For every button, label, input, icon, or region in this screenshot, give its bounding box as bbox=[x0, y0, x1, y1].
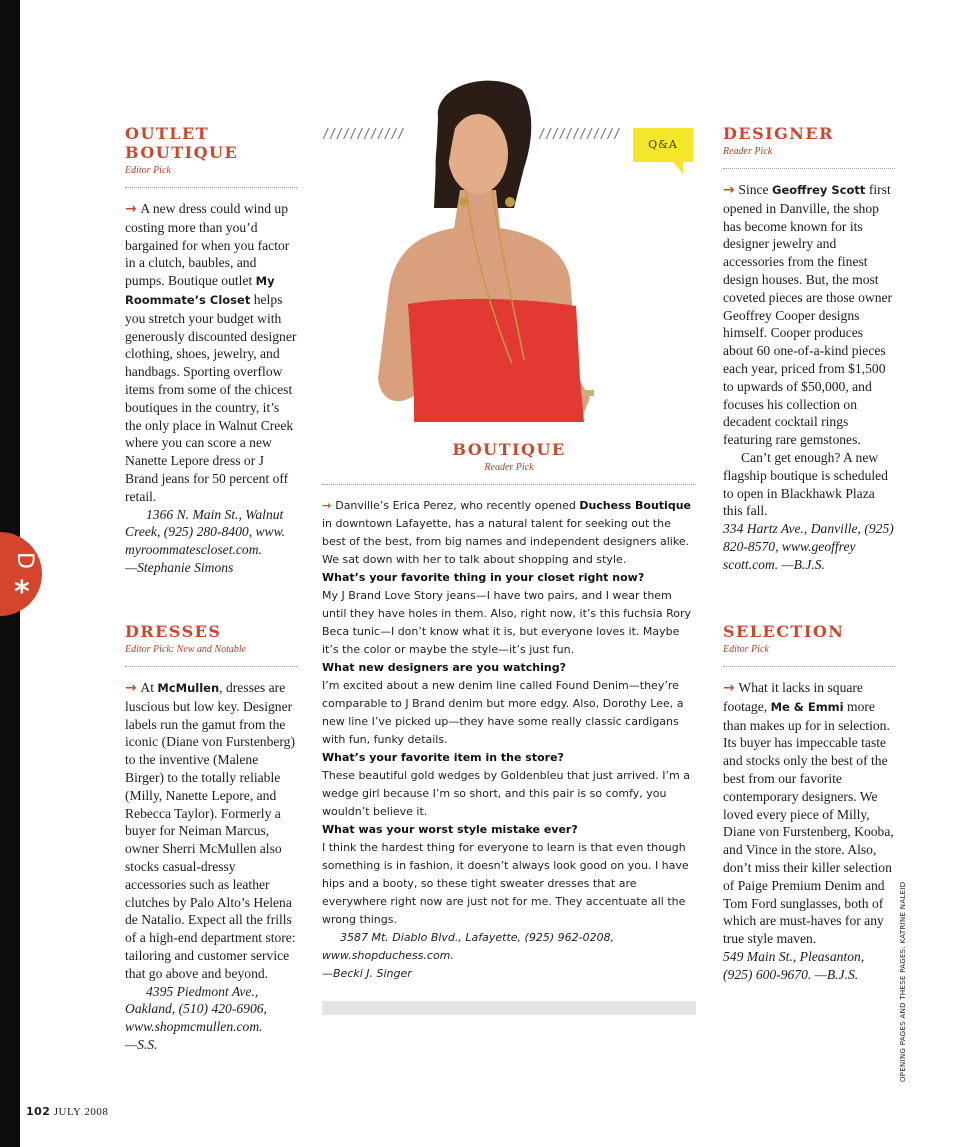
boutique-pick: Reader Pick bbox=[484, 462, 534, 473]
selection-pick: Editor Pick bbox=[723, 644, 769, 655]
answer: My J Brand Love Story jeans—I have two pairs, and I wear them until they have holes in them. Also, right now, it’s this fuchsia Rory Beca tunic—I don’t know what it is, but everyone loves it. Maybe it’s the color or maybe the style—it’s just fun. bbox=[322, 589, 691, 656]
decorative-slashes-left: //////////// bbox=[322, 127, 404, 142]
boutique-address: 3587 Mt. Diablo Blvd., Lafayette, (925) 962-0208, www.shopduchess.com. bbox=[322, 931, 615, 962]
arrow-icon: → bbox=[723, 182, 735, 198]
designer-pick: Reader Pick bbox=[723, 146, 773, 157]
designer-title: DESIGNER bbox=[723, 124, 834, 143]
arrow-icon: → bbox=[723, 680, 735, 696]
dresses-body: → At McMullen, dresses are luscious but low key. Designer labels run the gamut from the iconic (Diane von Furstenberg) to the inventive (Malene Birger) to the totally reliable (Milly, Nanette Lepore, and Rebecca Taylor). Formerly a buyer for Neiman Marcus, owner Sherri McMullen also stocks casual-dressy accessories such as leather clutches by Palo Alto’s Helena de Natalio. Expect all the frills of a high-end department store: tailoring and customer service that go above and beyond. 4395 Piedmont Ave., Oakland, (510) 420-6906, www.shopmcmullen.com. —S.S. bbox=[125, 680, 296, 1052]
dresses-signature: —S.S. bbox=[125, 1036, 158, 1052]
divider bbox=[723, 168, 895, 169]
outlet-signature: —Stephanie Simons bbox=[125, 559, 234, 575]
outlet-pick: Editor Pick bbox=[125, 165, 171, 176]
issue-date: JULY 2008 bbox=[53, 1106, 109, 1118]
outlet-title: OUTLET BOUTIQUE bbox=[125, 124, 239, 162]
boutique-body bbox=[322, 497, 696, 983]
designer-signature: —B.J.S. bbox=[781, 556, 825, 572]
boutique-article bbox=[322, 440, 696, 1015]
store-name: Me & Emmi bbox=[770, 699, 844, 714]
question: What’s your favorite thing in your closet right now? bbox=[322, 571, 645, 584]
boutique-signature: —Becki J. Singer bbox=[322, 967, 412, 980]
dresses-address: 4395 Piedmont Ave., Oakland, (510) 420-6906, www.shopmcmullen.com. bbox=[125, 983, 267, 1035]
designer-body: → Since Geoffrey Scott first opened in Danville, the shop has become known for its designer jewelry and accessories from the finest design houses. But, the most coveted pieces are those owner Geoffrey Cooper designs himself. Cooper produces about 60 one-of-a-kind pieces each year, priced from $1,500 to upwards of $50,000, and focuses his collection on decadent cocktail rings featuring rare gemstones. Can’t get enough? A new flagship boutique is scheduled to open in Blackhawk Plaza this fall. 334 Hartz Ave., Danville, (925) 820-8570, www.geoffrey scott.com. —B.J.S. bbox=[723, 182, 894, 572]
store-name: McMullen bbox=[157, 681, 220, 695]
question: What new designers are you watching? bbox=[322, 661, 566, 674]
selection-title: SELECTION bbox=[723, 622, 845, 641]
designer-address: 334 Hartz Ave., Danville, (925) 820-8570, www.geoffrey scott.com. bbox=[723, 521, 894, 572]
arrow-icon: → bbox=[125, 201, 137, 217]
section-tab bbox=[0, 532, 42, 616]
qa-badge: Q&A bbox=[633, 128, 693, 162]
divider bbox=[723, 666, 895, 667]
outlet-body: → A new dress could wind up costing more than you’d bargained for when you factor in a clutch, baubles, and pumps. Boutique outlet My Roommate’s Closet helps you stretch your budget with generously discounted designer clothing, shoes, jewelry, and handbags. Sporting overflow items from some of the chicest boutiques in the country, it’s the only place in Walnut Creek where you can score a new Nanette Lepore dress or J Brand jeans for 50 percent off retail. 1366 N. Main St., Walnut Creek, (925) 280-8400, www. myroommatescloset.com. —Stephanie Simons bbox=[125, 201, 297, 575]
boutique-title: BOUTIQUE bbox=[452, 440, 566, 459]
arrow-icon: → bbox=[125, 680, 137, 696]
dresses-article bbox=[125, 622, 297, 1054]
question: What’s your favorite item in the store? bbox=[322, 751, 564, 764]
page-footer bbox=[26, 1105, 108, 1118]
answer: These beautiful gold wedges by Goldenbleu that just arrived. I’m a wedge girl because I’m so short, and this pair is so comfy, you wouldn’t believe it. bbox=[322, 769, 690, 818]
grey-rule bbox=[322, 1001, 696, 1015]
boutique-intro: → Danville’s Erica Perez, who recently opened Duchess Boutique in downtown Lafayette, has a natural talent for seeking out the best of the best, from big names and independent designers alike. We sat down with her to talk about shopping and style. bbox=[322, 499, 691, 566]
portrait-photo bbox=[374, 78, 616, 422]
photo-credit: OPENING PAGES AND THESE PAGES: KATRINE NALEID bbox=[899, 881, 907, 1082]
selection-address: 549 Main St., Pleasanton, (925) 600-9670. bbox=[723, 948, 865, 982]
store-name: My Roommate’s Closet bbox=[125, 274, 275, 307]
store-name: Duchess Boutique bbox=[579, 499, 691, 512]
dresses-title: DRESSES bbox=[125, 622, 222, 641]
selection-body: → What it lacks in square footage, Me & Emmi more than makes up for in selection. Its buyer has impeccable taste and stocks only the best of the best from our favorite contemporary designers. We loved every piece of Milly, Diane von Furstenberg, Kooba, and Vince in the store. Also, don’t miss their killer selection of Paige Premium Denim and Tom Ford sunglasses, both of which are must-haves for any true style maven. 549 Main St., Pleasanton, (925) 600-9670. —B.J.S. bbox=[723, 680, 894, 982]
divider bbox=[125, 187, 297, 188]
decorative-slashes-right: //////////// bbox=[538, 127, 620, 142]
answer: I’m excited about a new denim line called Found Denim—they’re comparable to J Brand denim but more edgy. Also, Dorothy Lee, a new line I’ve picked up—they have some really classic cardigans with fun, funky details. bbox=[322, 679, 684, 746]
selection-signature: —B.J.S. bbox=[814, 966, 859, 982]
arrow-icon: → bbox=[322, 499, 332, 512]
answer: I think the hardest thing for everyone to learn is that even though something is in fashion, it doesn’t always look good on you. I have hips and a booty, so these tight sweater dresses that are everywhere right now are just not for me. They accentuate all the wrong things. bbox=[322, 841, 689, 926]
store-name: Geoffrey Scott bbox=[772, 183, 866, 197]
section-letter: D bbox=[11, 552, 37, 569]
question: What was your worst style mistake ever? bbox=[322, 823, 578, 836]
divider bbox=[322, 484, 696, 485]
divider bbox=[125, 666, 297, 667]
designer-paragraph-2: Can’t get enough? A new flagship boutique is scheduled to open in Blackhawk Plaza this fall. bbox=[723, 449, 888, 519]
page-number: 102 bbox=[26, 1105, 51, 1118]
outlet-boutique-article bbox=[125, 124, 297, 577]
asterisk-icon: * bbox=[14, 575, 30, 610]
designer-article bbox=[723, 124, 895, 574]
dresses-pick: Editor Pick: New and Notable bbox=[125, 644, 247, 655]
outlet-address: 1366 N. Main St., Walnut Creek, (925) 280-8400, www. myroommatescloset.com. bbox=[125, 506, 286, 558]
selection-article bbox=[723, 622, 895, 984]
